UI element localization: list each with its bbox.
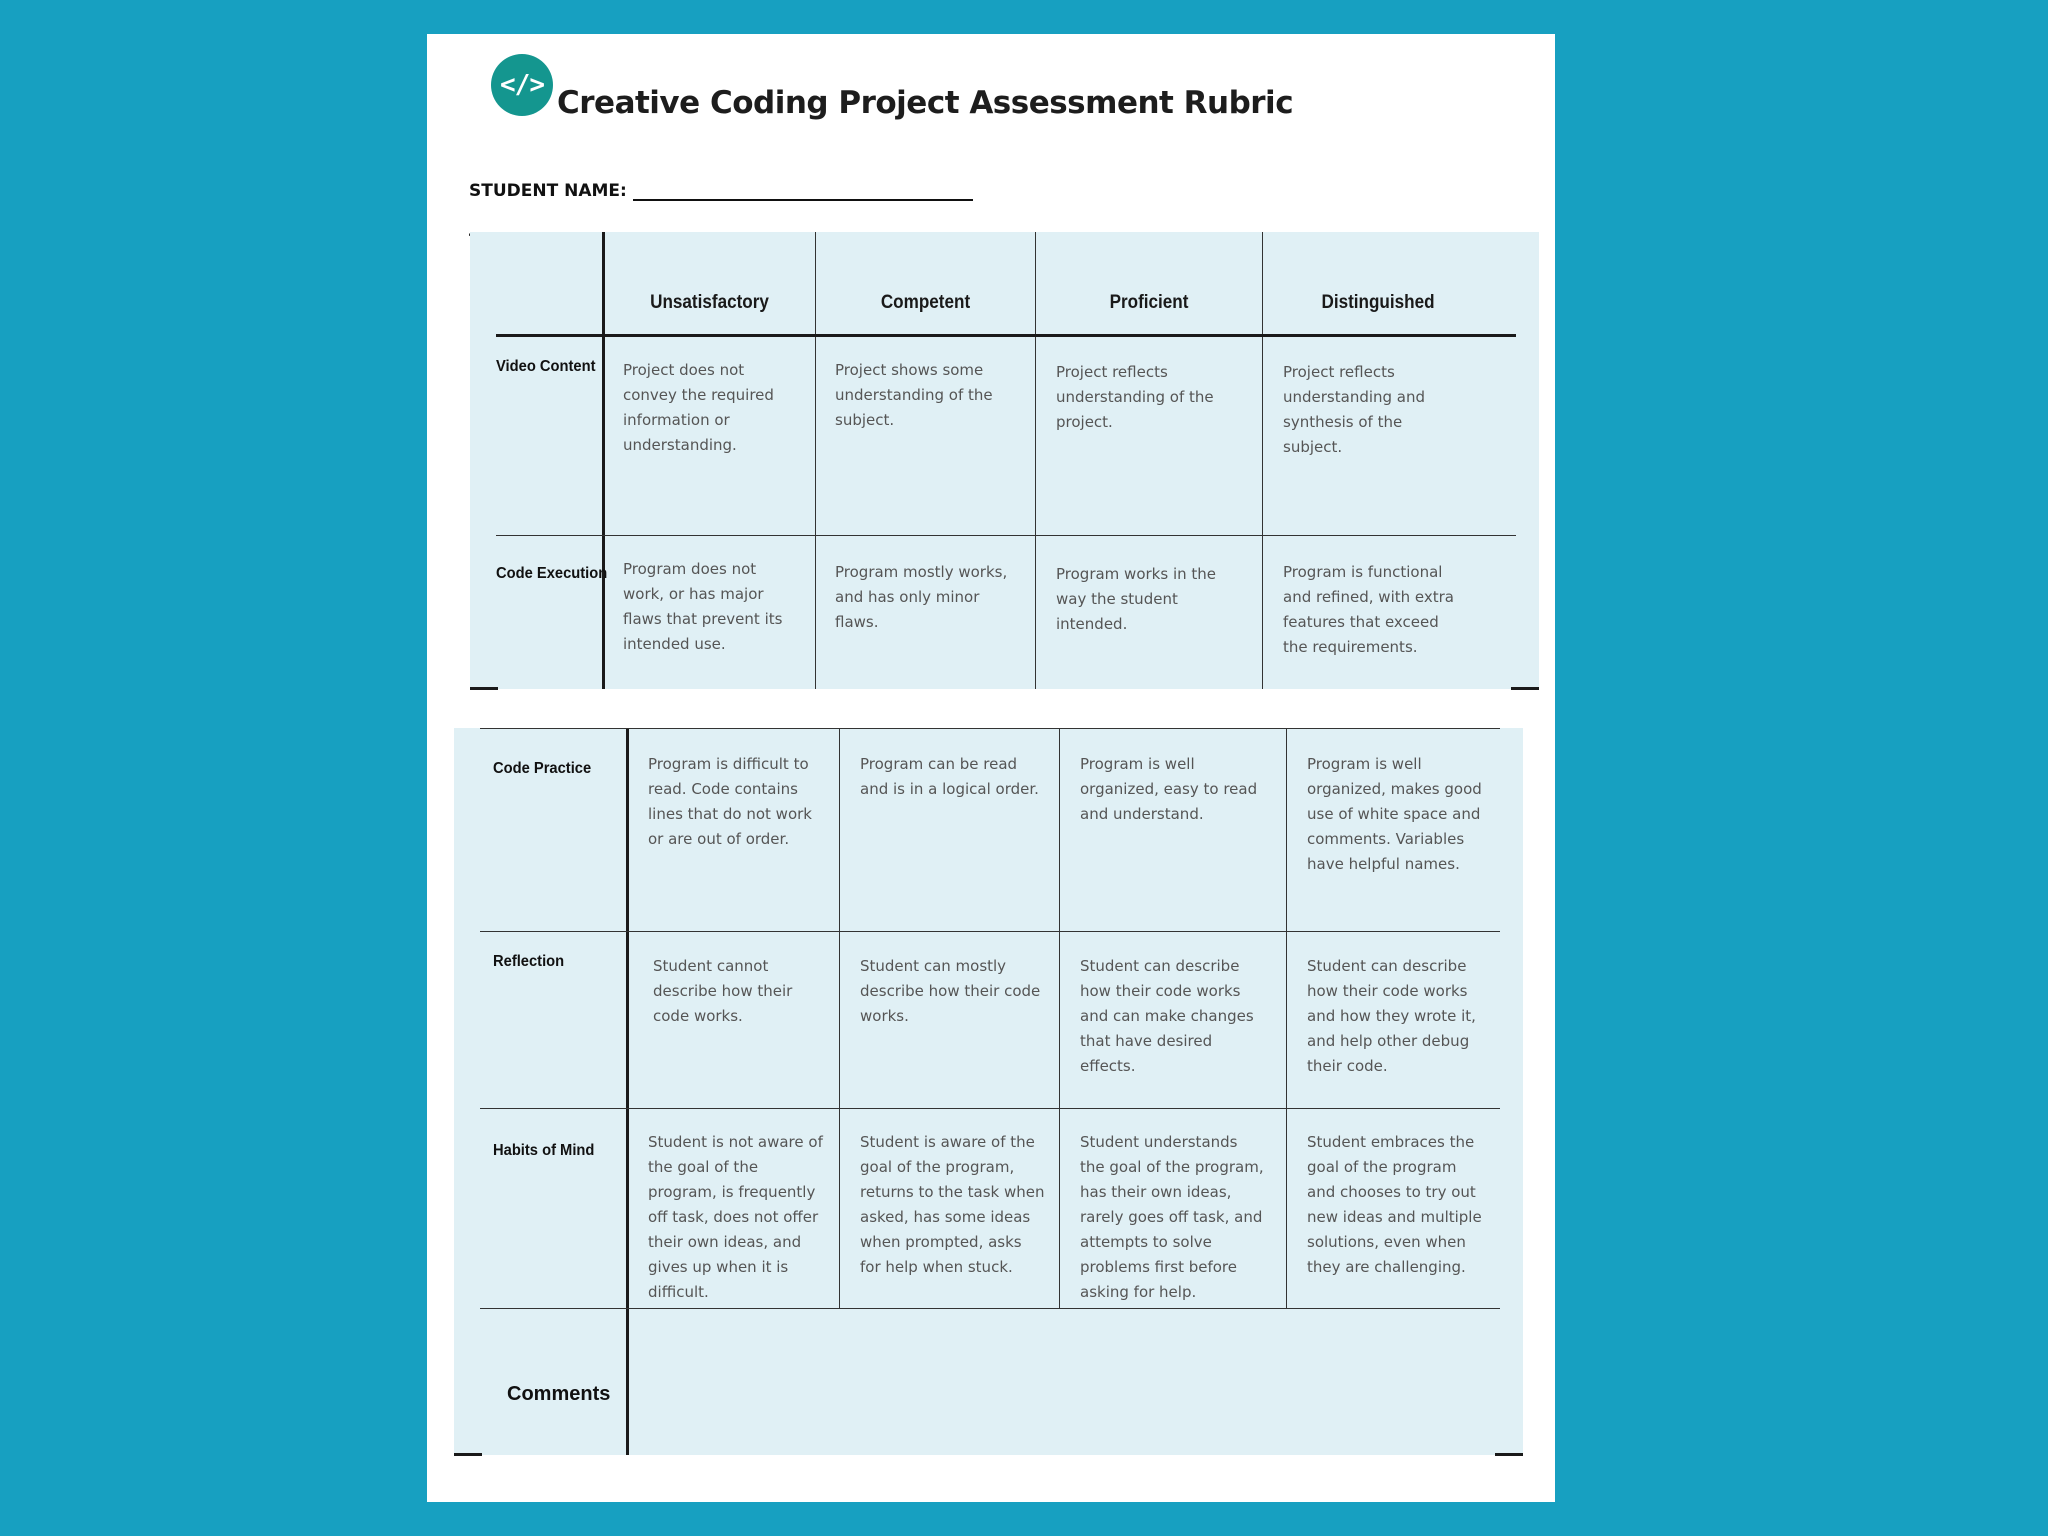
cell-habits-of-mind-unsatisfactory: Student is not aware of the goal of the program, is frequently off task, does not offer their own ideas, and gives up when it is difficult. bbox=[648, 1133, 823, 1301]
student-name-line[interactable] bbox=[633, 199, 973, 201]
cell-reflection-distinguished: Student can describe how their code works and how they wrote it, and help other debug their code. bbox=[1307, 957, 1476, 1075]
row-divider bbox=[480, 1308, 1500, 1309]
row-label-habits-of-mind: Habits of Mind bbox=[493, 1142, 595, 1159]
cell-video-content-competent: Project shows some understanding of the subject. bbox=[835, 361, 993, 429]
cell-reflection-unsatisfactory: Student cannot describe how their code works. bbox=[653, 957, 793, 1025]
cell-habits-of-mind-proficient: Student understands the goal of the program, has their own ideas, rarely goes off task, and attempts to solve problems first before asking for help. bbox=[1080, 1133, 1264, 1301]
rubric-table-part-2 bbox=[454, 728, 1523, 1455]
bottom-tick bbox=[1495, 1453, 1523, 1456]
student-name-field[interactable] bbox=[469, 181, 973, 201]
column-divider bbox=[1262, 232, 1263, 689]
document-title: Creative Coding Project Assessment Rubric bbox=[557, 85, 1294, 121]
code-brackets-icon: </> bbox=[491, 54, 553, 116]
cell-code-practice-unsatisfactory: Program is difficult to read. Code contains lines that do not work or are out of order. bbox=[648, 755, 812, 848]
row-label-code-execution: Code Execution bbox=[496, 565, 608, 582]
row-label-code-practice: Code Practice bbox=[493, 760, 592, 777]
cell-habits-of-mind-distinguished: Student embraces the goal of the program and chooses to try out new ideas and multiple solutions, even when they are challenging. bbox=[1307, 1133, 1482, 1276]
cell-code-execution-distinguished: Program is functional and refined, with extra features that exceed the requirements. bbox=[1283, 563, 1454, 656]
column-divider bbox=[839, 728, 840, 1308]
header-distinguished: Distinguished bbox=[1321, 292, 1435, 313]
header-rule bbox=[496, 334, 1516, 337]
column-divider bbox=[602, 232, 605, 689]
bottom-tick bbox=[470, 687, 498, 690]
header-competent: Competent bbox=[880, 292, 971, 313]
cell-video-content-distinguished: Project reflects understanding and synthesis of the subject. bbox=[1283, 363, 1426, 456]
cell-code-practice-distinguished: Program is well organized, makes good use of white space and comments. Variables have helpful names. bbox=[1307, 755, 1482, 873]
comments-area[interactable] bbox=[629, 1310, 1499, 1453]
bottom-tick bbox=[1511, 687, 1539, 690]
column-divider bbox=[1059, 728, 1060, 1308]
cell-video-content-proficient: Project reflects understanding of the project. bbox=[1056, 363, 1214, 431]
column-divider bbox=[1035, 232, 1036, 689]
rubric-table-part-1 bbox=[470, 232, 1539, 689]
cell-code-practice-proficient: Program is well organized, easy to read and understand. bbox=[1080, 755, 1258, 823]
cell-code-execution-proficient: Program works in the way the student intended. bbox=[1056, 565, 1216, 633]
cell-reflection-proficient: Student can describe how their code works and can make changes that have desired effects. bbox=[1080, 957, 1254, 1075]
comments-label: Comments bbox=[507, 1383, 611, 1405]
row-divider bbox=[496, 535, 1516, 536]
cell-reflection-competent: Student can mostly describe how their code works. bbox=[860, 957, 1041, 1025]
row-label-video-content: Video Content bbox=[496, 358, 596, 375]
column-divider bbox=[1286, 728, 1287, 1308]
row-divider bbox=[480, 728, 1500, 729]
row-divider bbox=[480, 931, 1500, 932]
cell-code-execution-competent: Program mostly works, and has only minor flaws. bbox=[835, 563, 1008, 631]
cell-habits-of-mind-competent: Student is aware of the goal of the program, returns to the task when asked, has some ideas when prompted, asks for help when stuck. bbox=[860, 1133, 1045, 1276]
row-divider bbox=[480, 1108, 1500, 1109]
student-name-label: STUDENT NAME: bbox=[469, 181, 627, 201]
header-proficient: Proficient bbox=[1109, 292, 1189, 313]
bottom-tick bbox=[454, 1453, 482, 1456]
cell-video-content-unsatisfactory: Project does not convey the required information or understanding. bbox=[623, 361, 774, 454]
rubric-document bbox=[427, 34, 1555, 1502]
cell-code-execution-unsatisfactory: Program does not work, or has major flaws that prevent its intended use. bbox=[623, 560, 783, 653]
header-unsatisfactory: Unsatisfactory bbox=[650, 292, 769, 313]
column-divider bbox=[815, 232, 816, 689]
row-label-reflection: Reflection bbox=[493, 953, 565, 970]
cell-code-practice-competent: Program can be read and is in a logical order. bbox=[860, 755, 1039, 798]
